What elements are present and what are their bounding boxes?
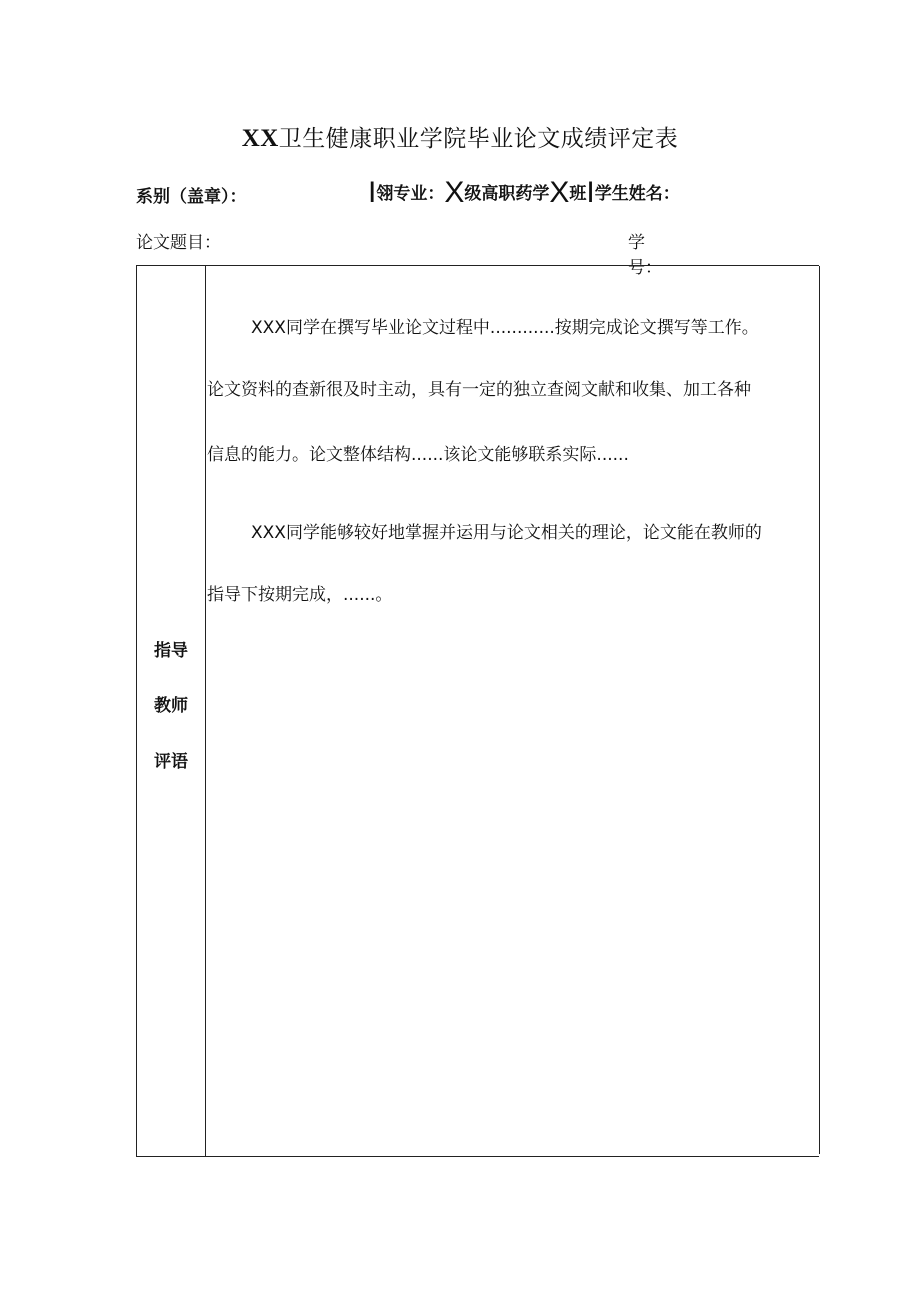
student-id-label: 学号：: [628, 233, 662, 278]
advisor-comment-cell: [207, 266, 815, 1156]
comment-line: XXX同学在撰写毕业论文过程中............按期完成论文撰写等工作。: [251, 318, 759, 338]
comment-line: 指导下按期完成，......。: [207, 585, 393, 605]
thesis-topic-label: 论文题目：: [136, 233, 221, 253]
section-label-line-2: 教师: [154, 696, 188, 716]
comment-line: XXX同学能够较好地掌握并运用与论文相关的理论，论文能在教师的: [251, 523, 762, 543]
major-class-name-line: [368, 176, 680, 210]
section-label-line-3: 评语: [154, 752, 188, 772]
section-label-cell: [137, 266, 206, 1156]
department-label: 系别（盖章）：: [136, 187, 247, 207]
info-row: [136, 228, 676, 278]
section-label-line-1: 指导: [154, 641, 188, 661]
class-placeholder: X: [549, 176, 570, 209]
title-text: 卫生健康职业学院毕业论文成绩评定表: [278, 126, 679, 152]
title-prefix: XX: [241, 125, 279, 152]
major-label: 翎专业：: [376, 184, 445, 204]
separator-a: I: [368, 176, 377, 209]
comment-line: 信息的能力。论文整体结构......该论文能够联系实际......: [207, 445, 629, 465]
header-row: [136, 176, 820, 210]
evaluation-table: [136, 265, 819, 1157]
grade-placeholder: X: [444, 176, 465, 209]
student-name-label: 学生姓名：: [594, 184, 680, 204]
table-right-border: [819, 266, 820, 1154]
separator-b: I: [586, 176, 595, 209]
grade-major-text: 级高职药学: [464, 184, 550, 204]
class-label: 班: [569, 184, 587, 204]
comment-line: 论文资料的查新很及时主动，具有一定的独立查阅文献和收集、加工各种: [207, 380, 751, 400]
page-title: [0, 120, 920, 153]
